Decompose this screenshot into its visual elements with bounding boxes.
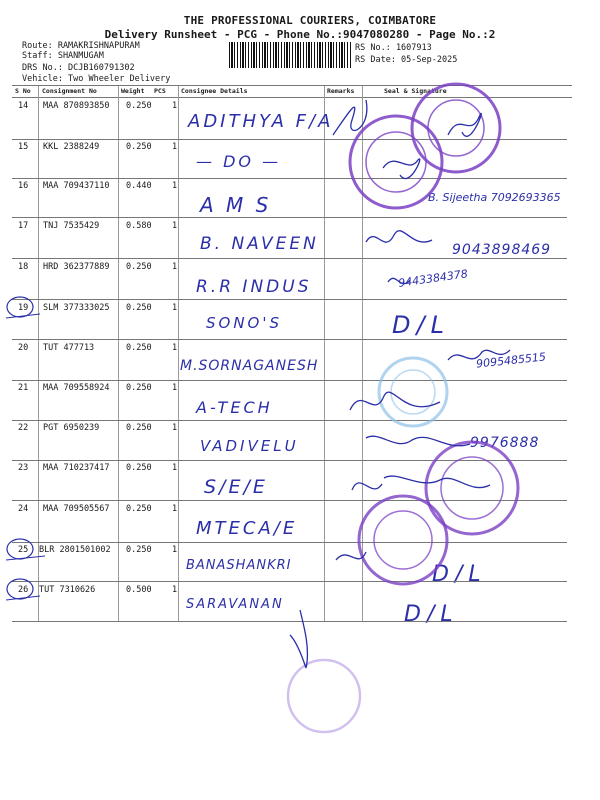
row-consignment: TNJ 7535429 [43, 221, 100, 231]
row-consignment: HRD 362377889 [43, 262, 110, 272]
row-signature-handwritten: B. Sijeetha 7092693365 [428, 191, 561, 204]
row-consignment: MAA 870893850 [43, 101, 110, 111]
row-pcs: 1 [172, 504, 178, 514]
row-pcs: 1 [172, 262, 178, 272]
runsheet-subtitle: Delivery Runsheet - PCG - Phone No.:9047080280 - Page No.:2 [104, 28, 496, 41]
row-signature-handwritten: 9095485515 [475, 350, 547, 371]
row-consignee-handwritten: SARAVANAN [186, 597, 284, 612]
row-signature-handwritten: 9976888 [470, 435, 540, 451]
row-consignment: SLM 377333025 [43, 303, 110, 313]
row-weight: 0.250 [126, 142, 152, 152]
row-weight: 0.250 [126, 504, 152, 514]
row-underline [6, 314, 40, 318]
row-signature-handwritten: D/L [432, 562, 487, 587]
row-pcs: 1 [172, 142, 178, 152]
row-sno: 18 [18, 262, 29, 272]
row-sno: 20 [18, 343, 29, 353]
row-consignee-handwritten: A M S [200, 193, 272, 217]
row-consignee-handwritten: BANASHANKRI [186, 558, 292, 573]
row-divider [12, 380, 567, 381]
row-divider [12, 339, 567, 340]
row-consignment: MAA 710237417 [43, 463, 110, 473]
row-signature-handwritten: D/L [392, 311, 450, 339]
row-consignment: MAA 709558924 [43, 383, 110, 393]
drs-number: DRS No.: DCJB160791302 [22, 63, 135, 73]
row-signature-handwritten: 9443384378 [397, 267, 469, 290]
row-pcs: 1 [172, 101, 178, 111]
row-consignment: MAA 709505567 [43, 504, 110, 514]
row-sno: 23 [18, 463, 29, 473]
row-pcs: 1 [172, 463, 178, 473]
col-header-signature: Seal & Signature [384, 87, 447, 95]
row-weight: 0.250 [126, 423, 152, 433]
col-header-consignment: Consignment No [42, 87, 97, 95]
row-sno: 25 [18, 545, 29, 555]
row-pcs: 1 [172, 545, 178, 555]
column-divider [362, 86, 363, 621]
company-title: THE PROFESSIONAL COURIERS, COIMBATORE [183, 14, 437, 27]
row-consignment: PGT 6950239 [43, 423, 100, 433]
row-consignee-handwritten: R.R INDUS [196, 277, 312, 297]
row-weight: 0.250 [126, 463, 152, 473]
row-sno: 14 [18, 101, 29, 111]
row-underline [6, 596, 40, 600]
row-sno: 17 [18, 221, 29, 231]
row-consignee-handwritten: A-TECH [196, 398, 273, 417]
row-consignee-handwritten: B. NAVEEN [200, 234, 319, 254]
row-divider [12, 139, 567, 140]
vehicle-label: Vehicle: Two Wheeler Delivery [22, 74, 171, 84]
row-pcs: 1 [172, 303, 178, 313]
row-sno: 15 [18, 142, 29, 152]
row-weight: 0.250 [126, 262, 152, 272]
row-divider [12, 217, 567, 218]
col-header-weight: Weight [121, 87, 145, 95]
row-consignee-handwritten: SONO'S [206, 314, 283, 332]
staff-label: Staff: SHANMUGAM [22, 51, 104, 61]
rs-date: RS Date: 05-Sep-2025 [355, 55, 458, 65]
row-divider [12, 500, 567, 501]
column-divider [118, 86, 119, 621]
table-top-border [12, 85, 572, 86]
col-header-sno: S No [15, 87, 31, 95]
row-weight: 0.500 [126, 585, 152, 595]
row-sno: 21 [18, 383, 29, 393]
row-weight: 0.250 [126, 101, 152, 111]
col-header-consignee: Consignee Details [181, 87, 248, 95]
route-label: Route: RAMAKRISHNAPURAM [22, 41, 140, 51]
row-sno: 19 [18, 303, 29, 313]
row-consignee-handwritten: ADITHYA F/A [188, 111, 334, 132]
row-weight: 0.250 [126, 383, 152, 393]
row-pcs: 1 [172, 423, 178, 433]
row-weight: 0.580 [126, 221, 152, 231]
row-signature-handwritten: 9043898469 [452, 242, 552, 258]
company-stamp-sree-lakshmi [426, 442, 518, 534]
col-header-remarks: Remarks [327, 87, 355, 95]
barcode [229, 42, 351, 68]
row-consignee-handwritten: MTECA/E [196, 518, 298, 539]
row-consignee-handwritten: VADIVELU [200, 437, 299, 455]
row-sno: 24 [18, 504, 29, 514]
row-pcs: 1 [172, 343, 178, 353]
row-signature-handwritten: D/L [404, 602, 459, 627]
row-consignee-handwritten: S/E/E [204, 476, 268, 498]
row-consignment: MAA 709437110 [43, 181, 110, 191]
row-consignment: TUT 7310626 [39, 585, 96, 595]
row-weight: 0.250 [126, 545, 152, 555]
column-divider [324, 86, 325, 621]
row-underline [6, 556, 45, 560]
row-divider [12, 420, 567, 421]
row-divider [12, 258, 567, 259]
row-pcs: 1 [172, 383, 178, 393]
row-divider [12, 581, 567, 582]
row-divider [12, 460, 567, 461]
row-pcs: 1 [172, 221, 178, 231]
column-divider [38, 86, 39, 621]
row-consignee-handwritten: M.SORNAGANESH [180, 358, 319, 374]
col-header-pcs: PCS [154, 87, 166, 95]
pcg-bottom-stamp [288, 660, 360, 732]
row-weight: 0.250 [126, 343, 152, 353]
row-sno: 22 [18, 423, 29, 433]
row-sno: 16 [18, 181, 29, 191]
row-pcs: 1 [172, 181, 178, 191]
row-consignee-handwritten: — DO — [196, 152, 282, 171]
row-weight: 0.440 [126, 181, 152, 191]
column-divider [178, 86, 179, 621]
row-sno: 26 [18, 585, 29, 595]
row-weight: 0.250 [126, 303, 152, 313]
rs-number: RS No.: 1607913 [355, 43, 432, 53]
table-bottom-border [12, 621, 567, 622]
row-divider [12, 178, 567, 179]
row-consignment: KKL 2388249 [43, 142, 100, 152]
row-pcs: 1 [172, 585, 178, 595]
autosave-stamp [379, 358, 447, 426]
row-divider [12, 542, 567, 543]
row-divider [12, 299, 567, 300]
row-consignment: TUT 477713 [43, 343, 95, 353]
table-header-border [12, 97, 572, 98]
row-consignment: BLR 2801501002 [39, 545, 111, 555]
